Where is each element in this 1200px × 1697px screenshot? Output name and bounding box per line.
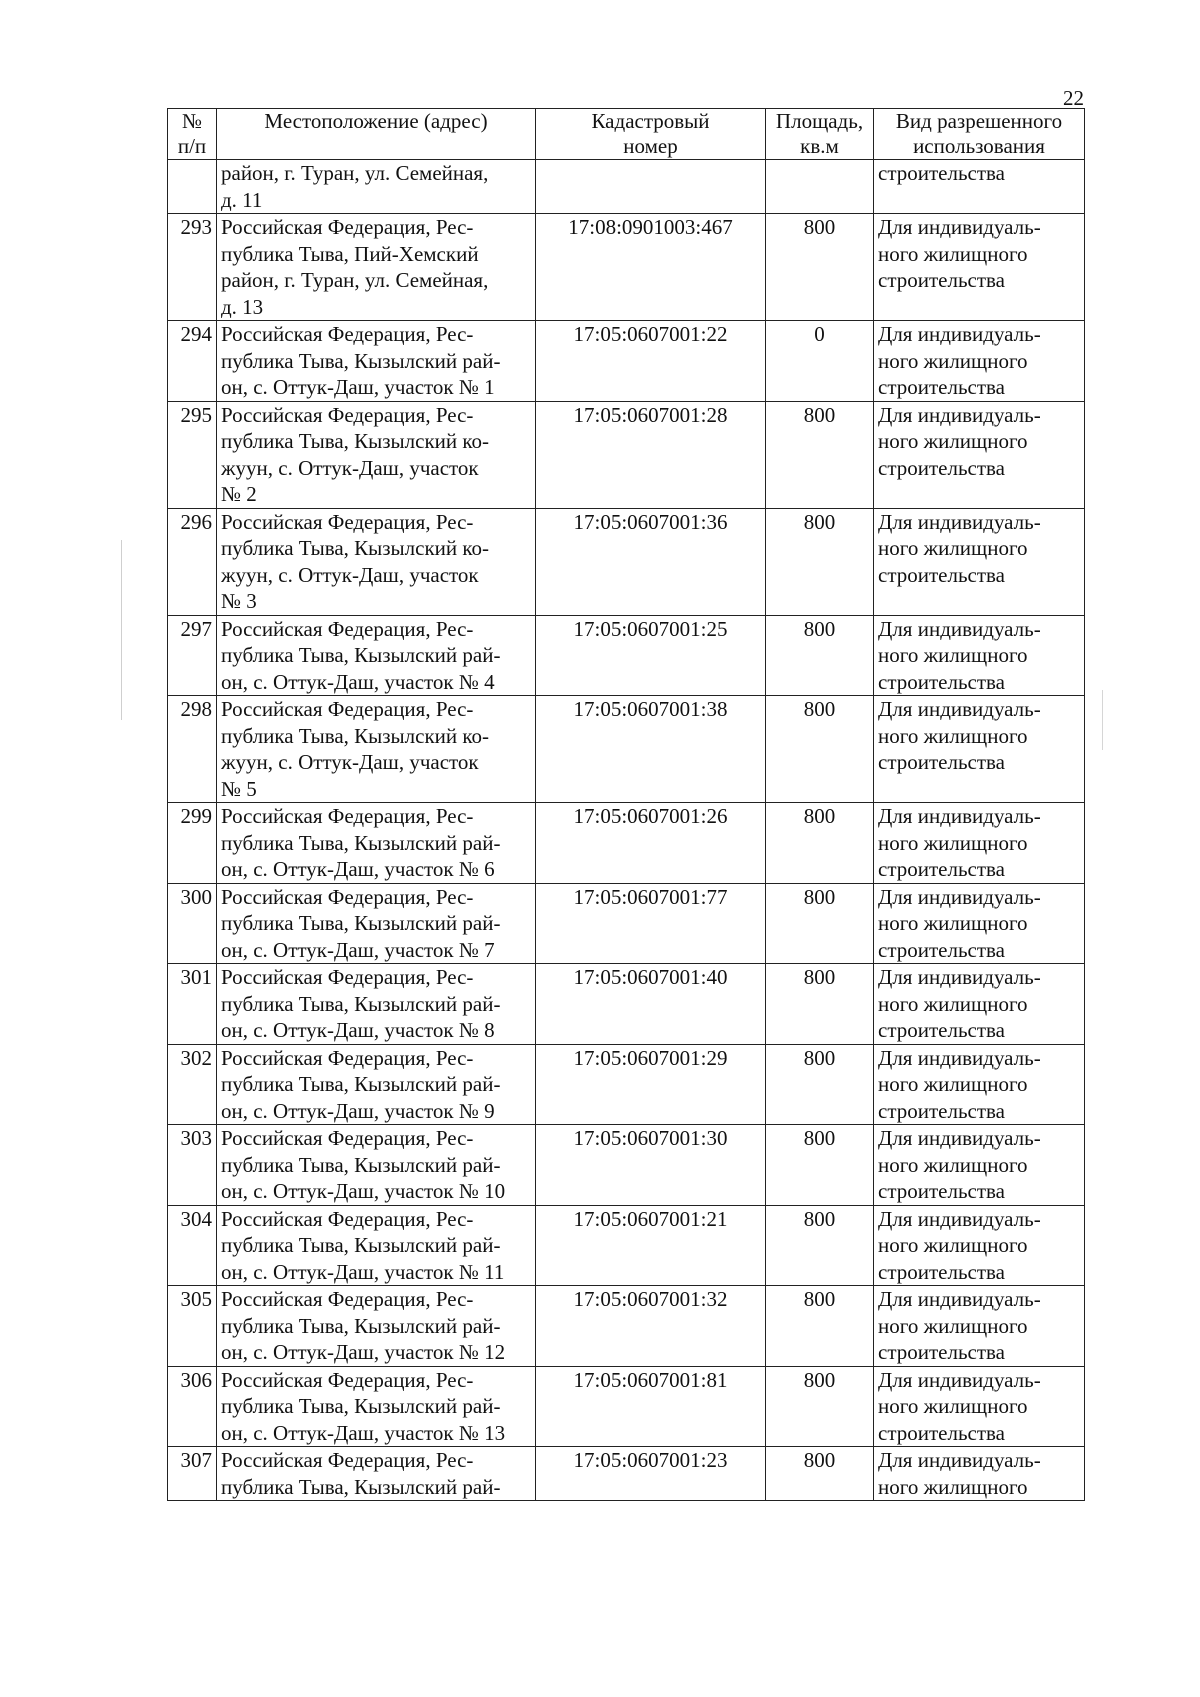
row-area: 800 [766, 1286, 874, 1367]
row-address: Российская Федерация, Рес- публика Тыва, Кызылский рай- он, с. Оттук-Даш, участок № 8 [217, 964, 536, 1045]
table-row [168, 508, 1085, 615]
row-address: Российская Федерация, Рес- публика Тыва, Кызылский рай- он, с. Оттук-Даш, участок № 12 [217, 1286, 536, 1367]
row-area: 800 [766, 883, 874, 964]
row-cadastral-number: 17:05:0607001:77 [536, 883, 766, 964]
row-permitted-use: Для индивидуаль- ного жилищного строительства [874, 964, 1085, 1045]
row-permitted-use: Для индивидуаль- ного жилищного строительства [874, 401, 1085, 508]
table-row [168, 321, 1085, 402]
row-number: 295 [168, 401, 217, 508]
row-number: 297 [168, 615, 217, 696]
table-row [168, 803, 1085, 884]
row-address: Российская Федерация, Рес- публика Тыва, Кызылский ко- жуун, с. Оттук-Даш, участок № 5 [217, 696, 536, 803]
row-cadastral-number [536, 160, 766, 214]
row-number: 296 [168, 508, 217, 615]
row-area: 800 [766, 1044, 874, 1125]
row-number: 305 [168, 1286, 217, 1367]
row-address: Российская Федерация, Рес- публика Тыва, Кызылский ко- жуун, с. Оттук-Даш, участок № 3 [217, 508, 536, 615]
header-number: № п/п [168, 109, 217, 160]
table-row [168, 1044, 1085, 1125]
row-area: 800 [766, 803, 874, 884]
row-cadastral-number: 17:05:0607001:32 [536, 1286, 766, 1367]
header-cadastral-number: Кадастровый номер [536, 109, 766, 160]
header-address: Местоположение (адрес) [217, 109, 536, 160]
row-address: Российская Федерация, Рес- публика Тыва, Кызылский рай- он, с. Оттук-Даш, участок № 6 [217, 803, 536, 884]
land-plot-table [167, 108, 1085, 1501]
row-number: 298 [168, 696, 217, 803]
row-permitted-use: Для индивидуаль- ного жилищного строительства [874, 883, 1085, 964]
row-cadastral-number: 17:08:0901003:467 [536, 214, 766, 321]
table-row [168, 401, 1085, 508]
row-cadastral-number: 17:05:0607001:38 [536, 696, 766, 803]
row-permitted-use: Для индивидуаль- ного жилищного строительства [874, 1125, 1085, 1206]
scan-edge-mark-right [1102, 690, 1103, 750]
table-row [168, 1447, 1085, 1501]
table-row [168, 1366, 1085, 1447]
row-address: Российская Федерация, Рес- публика Тыва, Кызылский рай- он, с. Оттук-Даш, участок № 4 [217, 615, 536, 696]
row-permitted-use: строительства [874, 160, 1085, 214]
row-permitted-use: Для индивидуаль- ного жилищного строительства [874, 1044, 1085, 1125]
row-number: 302 [168, 1044, 217, 1125]
row-cadastral-number: 17:05:0607001:23 [536, 1447, 766, 1501]
row-area: 800 [766, 508, 874, 615]
row-number: 299 [168, 803, 217, 884]
row-permitted-use: Для индивидуаль- ного жилищного строительства [874, 696, 1085, 803]
row-address: Российская Федерация, Рес- публика Тыва, Кызылский рай- он, с. Оттук-Даш, участок № 7 [217, 883, 536, 964]
table-row [168, 160, 1085, 214]
header-permitted-use: Вид разрешенного использования [874, 109, 1085, 160]
table-row [168, 964, 1085, 1045]
row-permitted-use: Для индивидуаль- ного жилищного строительства [874, 214, 1085, 321]
row-area [766, 160, 874, 214]
row-area: 800 [766, 1366, 874, 1447]
row-area: 0 [766, 321, 874, 402]
table-row [168, 883, 1085, 964]
row-cadastral-number: 17:05:0607001:40 [536, 964, 766, 1045]
row-permitted-use: Для индивидуаль- ного жилищного строительства [874, 1286, 1085, 1367]
row-cadastral-number: 17:05:0607001:30 [536, 1125, 766, 1206]
row-number: 300 [168, 883, 217, 964]
row-number: 306 [168, 1366, 217, 1447]
row-address: Российская Федерация, Рес- публика Тыва, Кызылский рай- он, с. Оттук-Даш, участок № 9 [217, 1044, 536, 1125]
row-cadastral-number: 17:05:0607001:81 [536, 1366, 766, 1447]
table-header-row [168, 109, 1085, 160]
row-area: 800 [766, 615, 874, 696]
table-row [168, 696, 1085, 803]
row-cadastral-number: 17:05:0607001:36 [536, 508, 766, 615]
row-cadastral-number: 17:05:0607001:21 [536, 1205, 766, 1286]
row-number: 301 [168, 964, 217, 1045]
row-address: район, г. Туран, ул. Семейная, д. 11 [217, 160, 536, 214]
row-permitted-use: Для индивидуаль- ного жилищного строительства [874, 1366, 1085, 1447]
row-number: 303 [168, 1125, 217, 1206]
row-area: 800 [766, 696, 874, 803]
row-address: Российская Федерация, Рес- публика Тыва, Кызылский рай- он, с. Оттук-Даш, участок № 11 [217, 1205, 536, 1286]
row-cadastral-number: 17:05:0607001:29 [536, 1044, 766, 1125]
row-address: Российская Федерация, Рес- публика Тыва, Кызылский рай- он, с. Оттук-Даш, участок № 13 [217, 1366, 536, 1447]
row-cadastral-number: 17:05:0607001:25 [536, 615, 766, 696]
row-area: 800 [766, 1125, 874, 1206]
row-area: 800 [766, 214, 874, 321]
row-area: 800 [766, 964, 874, 1045]
scan-edge-mark [121, 540, 122, 720]
row-number: 293 [168, 214, 217, 321]
row-permitted-use: Для индивидуаль- ного жилищного строительства [874, 803, 1085, 884]
row-area: 800 [766, 1205, 874, 1286]
table-row [168, 615, 1085, 696]
row-address: Российская Федерация, Рес- публика Тыва, Кызылский ко- жуун, с. Оттук-Даш, участок № 2 [217, 401, 536, 508]
row-address: Российская Федерация, Рес- публика Тыва, Пий-Хемский район, г. Туран, ул. Семейная, д. 13 [217, 214, 536, 321]
row-number: 307 [168, 1447, 217, 1501]
row-address: Российская Федерация, Рес- публика Тыва, Кызылский рай- он, с. Оттук-Даш, участок № 1 [217, 321, 536, 402]
row-cadastral-number: 17:05:0607001:28 [536, 401, 766, 508]
row-permitted-use: Для индивидуаль- ного жилищного [874, 1447, 1085, 1501]
row-permitted-use: Для индивидуаль- ного жилищного строительства [874, 615, 1085, 696]
row-number [168, 160, 217, 214]
row-number: 304 [168, 1205, 217, 1286]
row-number: 294 [168, 321, 217, 402]
row-address: Российская Федерация, Рес- публика Тыва, Кызылский рай- он, с. Оттук-Даш, участок № 10 [217, 1125, 536, 1206]
row-permitted-use: Для индивидуаль- ного жилищного строительства [874, 1205, 1085, 1286]
table-row [168, 1286, 1085, 1367]
row-area: 800 [766, 401, 874, 508]
row-area: 800 [766, 1447, 874, 1501]
row-permitted-use: Для индивидуаль- ного жилищного строительства [874, 508, 1085, 615]
row-cadastral-number: 17:05:0607001:26 [536, 803, 766, 884]
table-row [168, 214, 1085, 321]
row-cadastral-number: 17:05:0607001:22 [536, 321, 766, 402]
table-row [168, 1205, 1085, 1286]
row-address: Российская Федерация, Рес- публика Тыва, Кызылский рай- [217, 1447, 536, 1501]
header-area: Площадь, кв.м [766, 109, 874, 160]
table-row [168, 1125, 1085, 1206]
table-body [168, 160, 1085, 1501]
row-permitted-use: Для индивидуаль- ного жилищного строительства [874, 321, 1085, 402]
page-number: 22 [1063, 86, 1084, 110]
